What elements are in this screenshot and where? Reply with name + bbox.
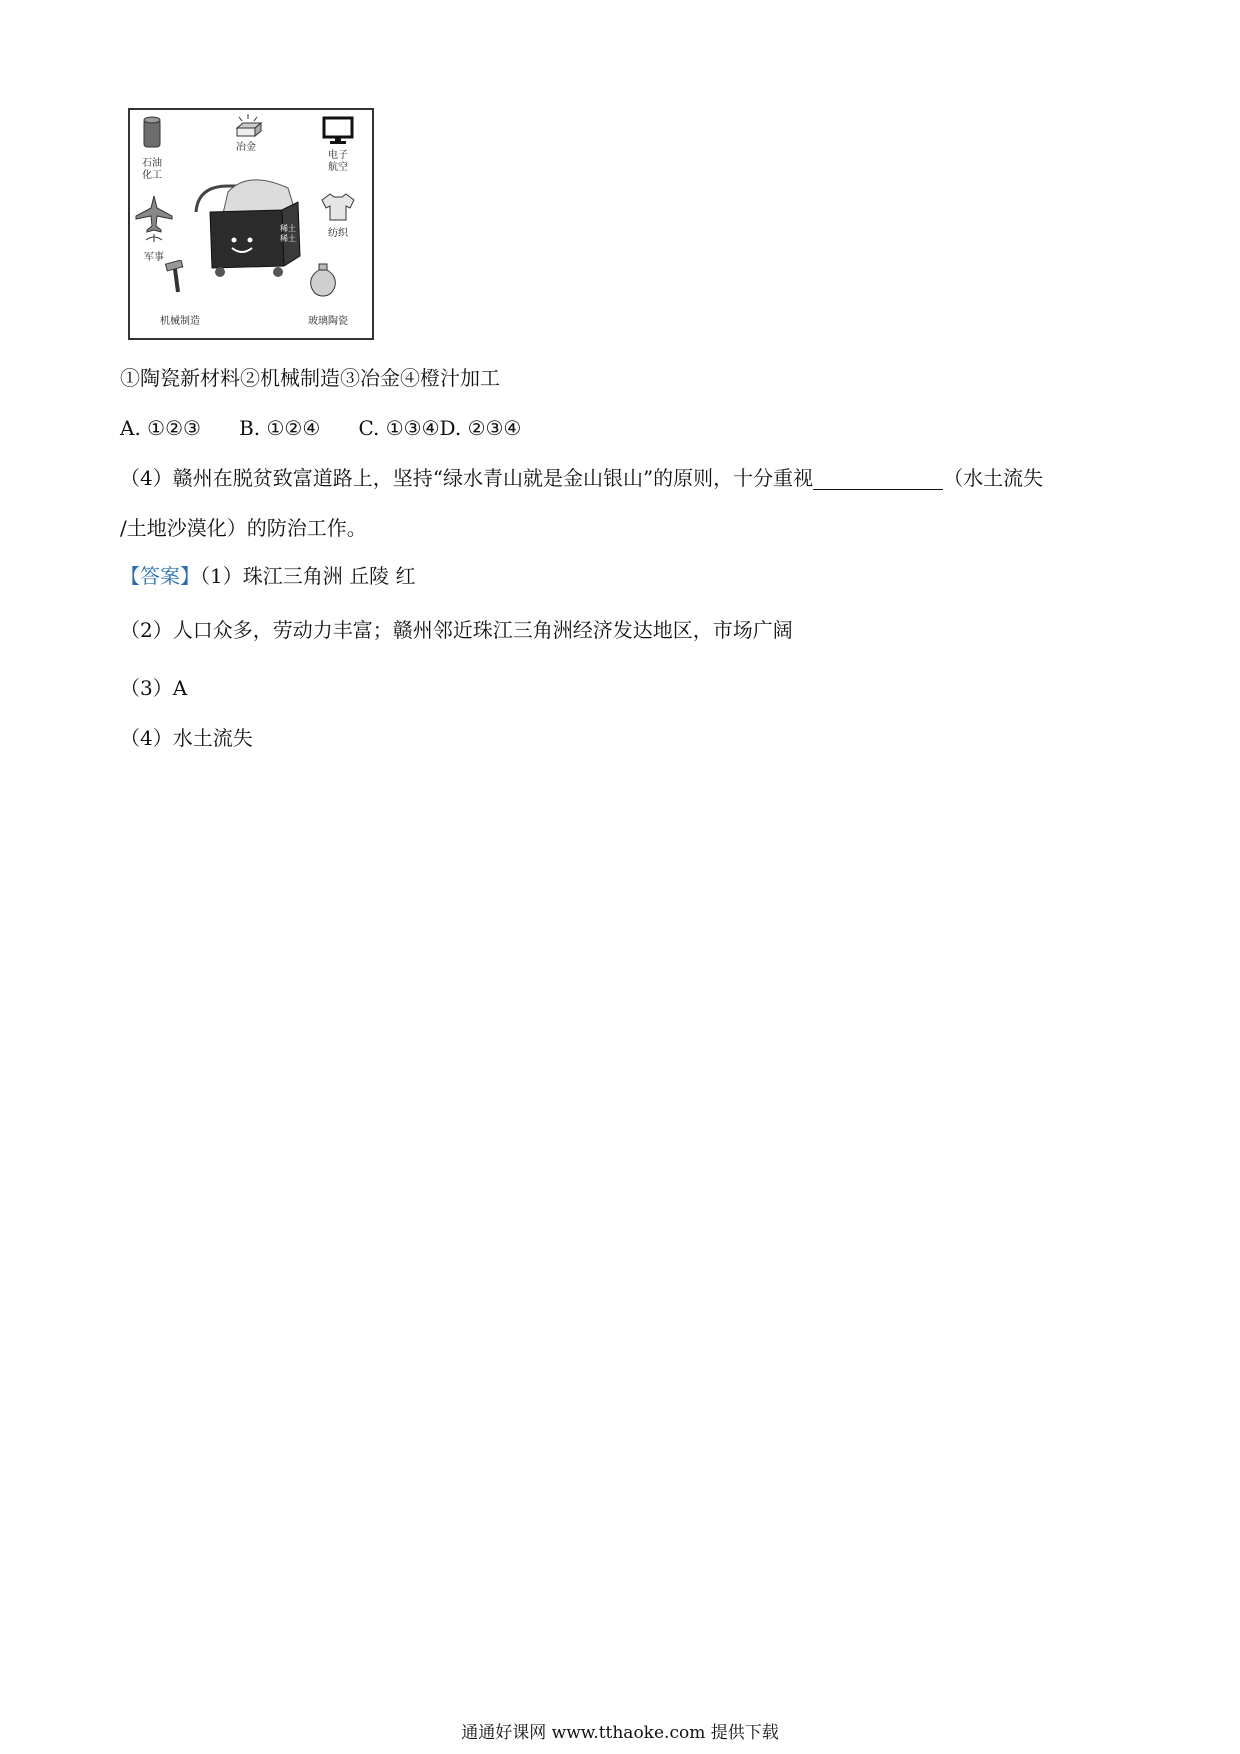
ingot-icon	[232, 114, 264, 140]
monitor-icon	[322, 116, 354, 146]
label-metallurgy: 冶金	[236, 142, 256, 153]
vase-icon	[308, 262, 338, 298]
bolt-icon	[164, 260, 186, 294]
answer-4: （4）水土流失	[120, 726, 253, 750]
answer-tag: 【答案】	[120, 564, 200, 588]
airplane-icon	[134, 194, 174, 250]
answer-blank	[813, 471, 943, 490]
answer-3: （3）A	[120, 676, 188, 700]
shirt-icon	[320, 192, 356, 222]
industry-figure	[128, 108, 374, 340]
label-textile: 纺织	[328, 228, 348, 239]
oil-drum-icon	[142, 116, 162, 150]
label-machinery: 机械制造	[160, 316, 200, 327]
footer-text: 通通好课网 www.tthaoke.com 提供下载	[461, 1723, 779, 1743]
label-electronics: 电子 航空	[328, 150, 348, 173]
options-line: ①陶瓷新材料②机械制造③冶金④橙汁加工	[120, 366, 500, 390]
choices-line: A. ①②③ B. ①②④ C. ①③④D. ②③④	[120, 416, 522, 440]
answer-1-text: （1）珠江三角洲 丘陵 红	[200, 564, 416, 588]
label-petrochem: 石油 化工	[142, 158, 162, 181]
label-glass: 玻璃陶瓷	[308, 316, 348, 327]
question-4-continued: /土地沙漠化）的防治工作。	[120, 516, 367, 540]
label-military: 军事	[144, 252, 164, 263]
question-4-options: （水土流失	[943, 466, 1044, 490]
question-4	[120, 466, 1043, 490]
answer-2: （2）人口众多，劳动力丰富；赣州邻近珠江三角洲经济发达地区，市场广阔	[120, 618, 793, 642]
answer-1	[120, 564, 415, 588]
label-rare-earth: 稀土 稀土	[280, 224, 296, 243]
question-4-text: （4）赣州在脱贫致富道路上，坚持“绿水青山就是金山银山”的原则，十分重视	[120, 466, 814, 490]
